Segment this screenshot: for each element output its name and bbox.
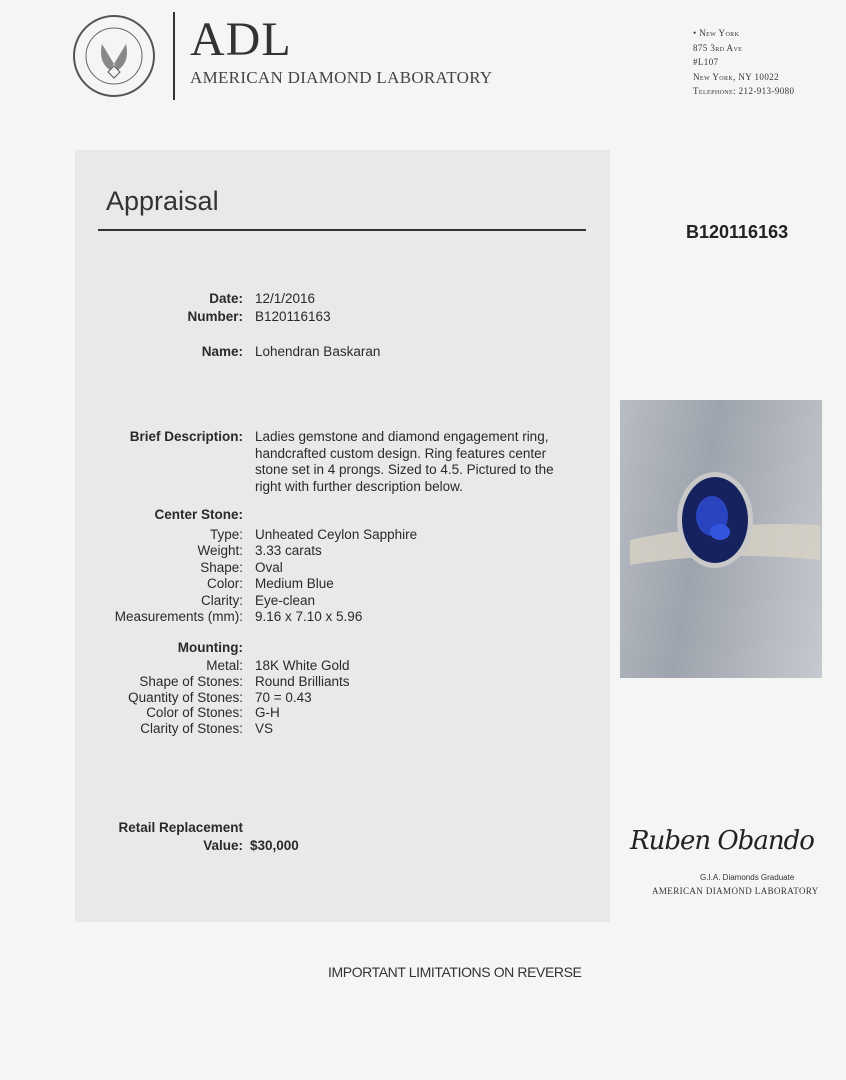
lab-name: AMERICAN DIAMOND LABORATORY [190, 68, 493, 87]
field-label: Measurements (mm): [114, 609, 243, 624]
field-label: Quantity of Stones: [128, 689, 243, 705]
field-value: $30,000 [250, 838, 299, 853]
field-value: Lohendran Baskaran [255, 344, 381, 359]
address-line: Telephone: 212-913-9080 [693, 86, 795, 96]
title-rule [98, 229, 586, 231]
field-value: 3.33 carats [255, 543, 322, 559]
field-label: Clarity: [200, 592, 243, 608]
field-label: Type: [209, 527, 243, 542]
lab-seal-logo [72, 14, 156, 98]
field-label: Brief Description: [129, 429, 243, 444]
field-label: Color: [206, 576, 243, 592]
field-label: Retail Replacement [118, 820, 243, 835]
logo-text: ADL [190, 13, 292, 66]
field-value: Unheated Ceylon Sapphire [255, 527, 418, 542]
appraisal-number-badge: B120116163 [686, 222, 789, 242]
field-value: Medium Blue [255, 576, 334, 592]
field-value: 18K White Gold [255, 658, 350, 673]
field-label: Clarity of Stones: [140, 721, 243, 737]
address-line: New York, NY 10022 [693, 71, 780, 82]
address-line: • New York [693, 28, 740, 38]
section-heading: Center Stone: [154, 507, 243, 522]
field-label: Color of Stones: [146, 705, 243, 721]
field-label: Value: [203, 838, 243, 853]
header-divider [173, 12, 175, 100]
field-value: B120116163 [255, 309, 331, 324]
address-line: 875 3rd Ave [693, 42, 743, 53]
field-value: VS [255, 721, 274, 737]
ring-photo [620, 400, 822, 678]
field-label: Number: [187, 309, 243, 324]
address-block [693, 26, 794, 99]
limitations-note: IMPORTANT LIMITATIONS ON REVERSE [328, 964, 582, 980]
field-value: 70 = 0.43 [255, 689, 312, 705]
field-label: Metal: [206, 658, 243, 673]
address-line: #L107 [693, 57, 719, 67]
section-heading: Mounting: [177, 640, 243, 655]
field-value: 9.16 x 7.10 x 5.96 [255, 609, 363, 624]
field-label: Date: [209, 291, 243, 306]
signer-lab: AMERICAN DIAMOND LABORATORY [652, 886, 819, 896]
page-title: Appraisal [106, 186, 219, 216]
field-label: Name: [201, 344, 243, 359]
field-value: Oval [255, 559, 283, 575]
field-value: Eye-clean [255, 592, 316, 608]
field-label: Shape: [200, 559, 243, 575]
field-label: Weight: [197, 543, 243, 559]
field-value: Ladies gemstone and diamond engagement ring, handcrafted custom design. Ring features center stone set in 4 prongs. Sized to 4.5. Pictured to the right with further description below. [255, 429, 554, 494]
field-label: Shape of Stones: [139, 673, 243, 689]
field-value: 12/1/2016 [255, 291, 316, 306]
field-value: Round Brilliants [255, 673, 350, 689]
signer-credential: G.I.A. Diamonds Graduate [700, 873, 795, 882]
signature: Ruben Obando [630, 826, 814, 856]
field-value: G-H [255, 705, 280, 721]
